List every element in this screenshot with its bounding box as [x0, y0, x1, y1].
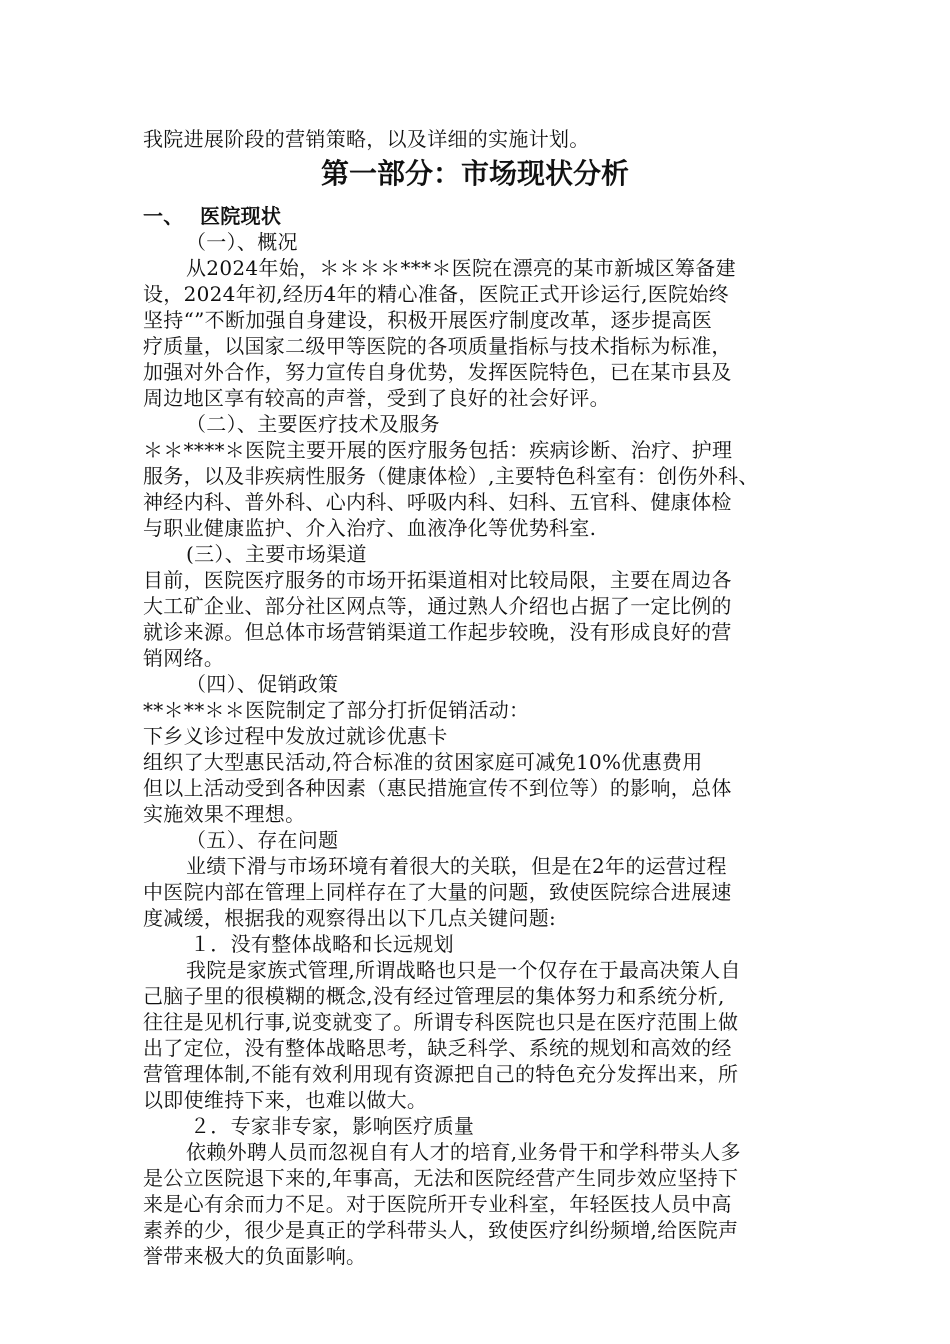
paragraph-line: 营管理体制,不能有效利用现有资源把自己的特色充分发挥出来，所	[143, 1062, 739, 1086]
subsection-heading: （一）、概况	[186, 230, 298, 254]
paragraph-line: 神经内科、普外科、心内科、呼吸内科、妇科、五官科、健康体检	[143, 490, 732, 514]
paragraph-line: 服务，以及非疾病性服务（健康体检）,主要特色科室有：创伤外科、	[143, 464, 759, 488]
paragraph-line: 来是心有余而力不足。对于医院所开专业科室，年轻医技人员中高	[143, 1192, 732, 1216]
paragraph-line: 度减缓，根据我的观察得出以下几点关键问题:	[143, 906, 557, 930]
paragraph-line: 业绩下滑与市场环境有着很大的关联，但是在2年的运营过程	[186, 854, 727, 878]
paragraph-line: 目前，医院医疗服务的市场开拓渠道相对比较局限，主要在周边各	[143, 568, 732, 592]
paragraph-line: 下乡义诊过程中发放过就诊优惠卡	[143, 724, 448, 748]
paragraph-line: 从2024年始，＊＊＊＊***＊医院在漂亮的某市新城区筹备建	[186, 256, 736, 280]
item-heading: １．没有整体战略和长远规划	[190, 932, 454, 956]
paragraph-line: 就诊来源。但总体市场营销渠道工作起步较晚，没有形成良好的营	[143, 620, 732, 644]
subsection-heading: (三）、主要市场渠道	[186, 542, 367, 566]
section-title: 医院现状	[200, 204, 282, 228]
paragraph-line: 周边地区享有较高的声誉，受到了良好的社会好评。	[143, 386, 610, 410]
item-heading: ２．专家非专家，影响医疗质量	[190, 1114, 475, 1138]
part-title: 第一部分：市场现状分析	[320, 157, 629, 190]
section-number: 一、	[143, 204, 184, 228]
subsection-heading: （四）、促销政策	[186, 672, 339, 696]
paragraph-line: 销网络。	[143, 646, 225, 670]
paragraph-line: 设，2024年初,经历4年的精心准备，医院正式开诊运行,医院始终	[143, 282, 729, 306]
paragraph-line: 实施效果不理想。	[143, 802, 306, 826]
paragraph-line: 但以上活动受到各种因素（惠民措施宣传不到位等）的影响，总体	[143, 776, 732, 800]
paragraph-line: 大工矿企业、部分社区网点等，通过熟人介绍也占据了一定比例的	[143, 594, 732, 618]
paragraph-line: 己脑子里的很模糊的概念,没有经过管理层的集体努力和系统分析,	[143, 984, 725, 1008]
paragraph-line: 出了定位，没有整体战略思考，缺乏科学、系统的规划和高效的经	[143, 1036, 732, 1060]
paragraph-line: 组织了大型惠民活动,符合标准的贫困家庭可减免10%优惠费用	[143, 750, 703, 774]
paragraph-line: 中医院内部在管理上同样存在了大量的问题，致使医院综合进展速	[143, 880, 732, 904]
intro-line: 我院进展阶段的营销策略，以及详细的实施计划。	[143, 127, 590, 151]
paragraph-line: 往往是见机行事,说变就变了。所谓专科医院也只是在医疗范围上做	[143, 1010, 739, 1034]
paragraph-line: 誉带来极大的负面影响。	[143, 1244, 367, 1268]
subsection-heading: （五）、存在问题	[186, 828, 339, 852]
paragraph-line: 与职业健康监护、介入治疗、血液净化等优势科室.	[143, 516, 597, 540]
paragraph-line: 加强对外合作，努力宣传自身优势，发挥医院特色，已在某市县及	[143, 360, 732, 384]
subsection-heading: （二）、主要医疗技术及服务	[186, 412, 440, 436]
paragraph-line: 疗质量，以国家二级甲等医院的各项质量指标与技术指标为标准，	[143, 334, 732, 358]
paragraph-line: 坚持“”不断加强自身建设，积极开展医疗制度改革，逐步提高医	[143, 308, 713, 332]
paragraph-line: 以即使维持下来，也难以做大。	[143, 1088, 428, 1112]
paragraph-line: 依赖外聘人员而忽视自有人才的培育,业务骨干和学科带头人多	[186, 1140, 741, 1164]
paragraph-line: 是公立医院退下来的,年事高，无法和医院经营产生同步效应坚持下	[143, 1166, 739, 1190]
paragraph-line: 素养的少，很少是真正的学科带头人，致使医疗纠纷频增,给医院声	[143, 1218, 739, 1242]
paragraph-line: ＊＊****＊医院主要开展的医疗服务包括：疾病诊断、治疗、护理	[143, 438, 733, 462]
paragraph-line: 我院是家族式管理,所谓战略也只是一个仅存在于最高决策人自	[186, 958, 741, 982]
paragraph-line: **＊**＊＊医院制定了部分打折促销活动：	[143, 698, 530, 722]
